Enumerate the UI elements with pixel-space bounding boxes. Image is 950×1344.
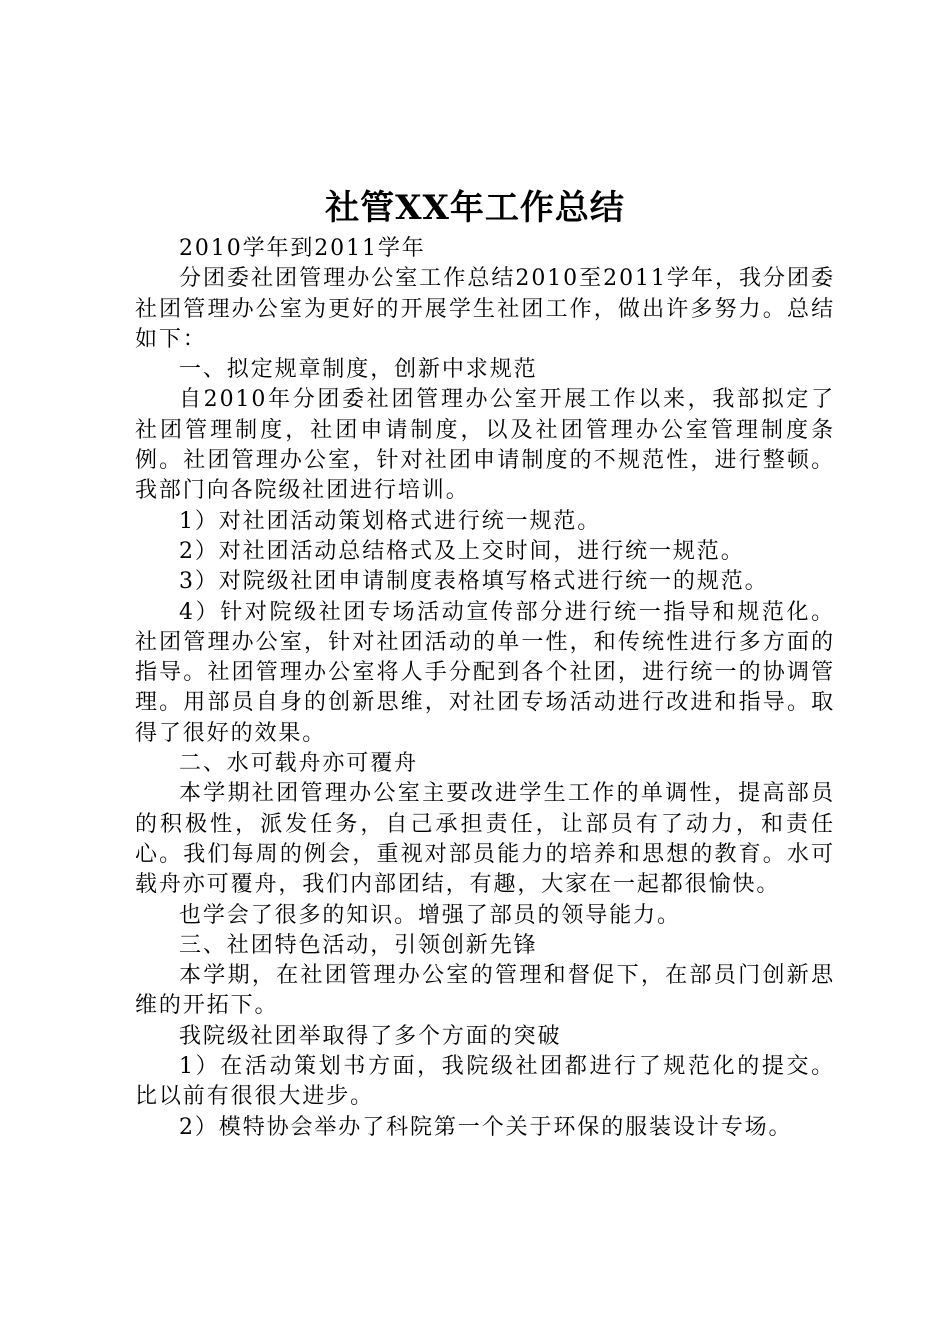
list-item-2: 2）对社团活动总结格式及上交时间，进行统一规范。	[179, 538, 745, 564]
list-item-3: 3）对院级社团申请制度表格填写格式进行统一的规范。	[179, 569, 769, 595]
list-item-1: 1）对社团活动策划格式进行统一规范。	[179, 508, 602, 534]
paragraph-section-2: 本学期社团管理办公室主要改进学生工作的单调性，提高部员的积极性，派发任务，自己承担责任，让部员有了动力，和责任心。我们每周的例会，重视对部员能力的培养和思想的教育。水可载舟亦可覆舟，我们内部团结，有趣，大家在一起都很愉快。	[135, 781, 835, 898]
paragraph-intro: 分团委社团管理办公室工作总结2010至2011学年，我分团委社团管理办公室为更好的开展学生社团工作，做出许多努力。总结如下：	[135, 266, 835, 352]
paragraph-school-year: 2010学年到2011学年	[179, 236, 426, 261]
list-item-4: 4）针对院级社团专场活动宣传部分进行统一指导和规范化。社团管理办公室，针对社团活动的单一性，和传统性进行多方面的指导。社团管理办公室将人手分配到各个社团，进行统一的协调管理。用部员自身的创新思维，对社团专场活动进行改进和指导。取得了很好的效果。	[135, 599, 835, 746]
document-body	[135, 234, 835, 1143]
section-heading-3: 三、社团特色活动，引领创新先锋	[179, 932, 538, 958]
section-heading-1: 一、拟定规章制度，创新中求规范	[179, 357, 538, 383]
section-heading-2: 二、水可载舟亦可覆舟	[179, 751, 419, 777]
paragraph-section-1: 自2010年分团委社团管理办公室开展工作以来，我部拟定了社团管理制度，社团申请制度，以及社团管理办公室管理制度条例。社团管理办公室，针对社团申请制度的不规范性，进行整顿。我部门向各院级社团进行培训。	[135, 387, 835, 504]
list-item-5: 1）在活动策划书方面，我院级社团都进行了规范化的提交。比以前有很很大进步。	[135, 1054, 835, 1110]
paragraph-section-3: 本学期，在社团管理办公室的管理和督促下，在部员门创新思维的开拓下。	[135, 963, 835, 1019]
paragraph-section-2-cont: 也学会了很多的知识。增强了部员的领导能力。	[179, 902, 681, 928]
list-item-6: 2）模特协会举办了科院第一个关于环保的服装设计专场。	[179, 1114, 793, 1140]
paragraph-breakthrough: 我院级社团举取得了多个方面的突破	[179, 1023, 562, 1049]
document-title: 社管XX年工作总结	[325, 188, 625, 228]
